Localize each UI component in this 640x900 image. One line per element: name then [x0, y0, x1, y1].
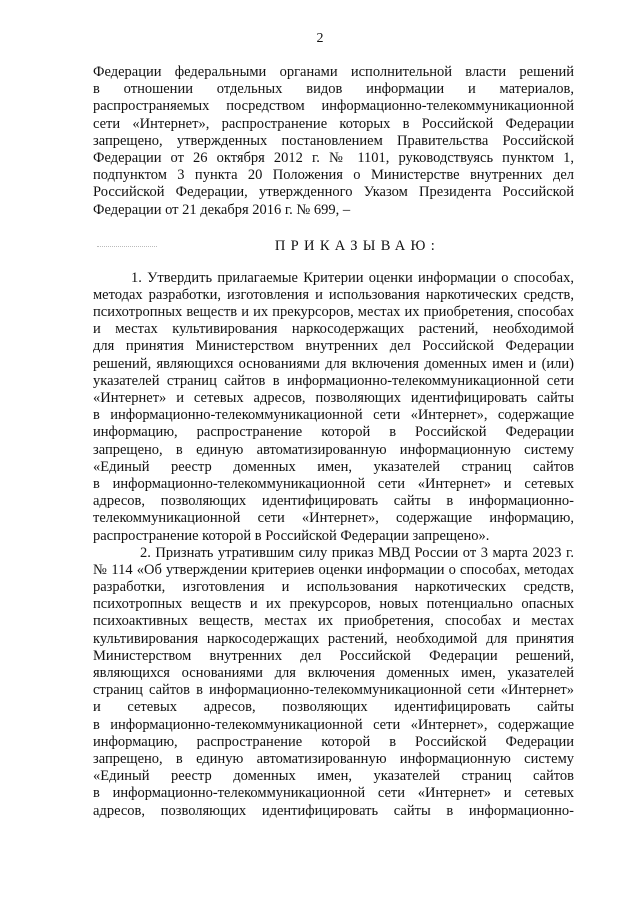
text-line: разработки, изготовления и использования наркотических средств, — [93, 579, 574, 596]
text-line: информацию, распространение которой в Российской Федерации — [93, 733, 574, 750]
text-line: для принятия Министерством внутренних дел Российской Федерации — [93, 338, 574, 355]
document-body — [93, 64, 574, 820]
text-line: Федерации федеральными органами исполнительной власти решений — [93, 64, 574, 80]
text-line: распространяемых посредством информационно-телекоммуникационной — [93, 98, 574, 115]
text-line: психотропных веществ и их прекурсоров, новых потенциально опасных — [93, 596, 574, 613]
text-line: Российской Федерации, утвержденного Указом Президента Российской — [93, 184, 574, 201]
text-line: адресов, позволяющих идентифицировать сайты в информационно- — [93, 802, 574, 819]
text-line: «Единый реестр доменных имен, указателей страниц сайтов — [93, 768, 574, 785]
text-line: запрещено, в единую автоматизированную информационную систему — [93, 441, 574, 458]
text-line: являющихся основаниями для включения доменных имен, указателей — [93, 665, 574, 681]
text-line: страниц сайтов в информационно-телекоммуникационной сети «Интернет» — [93, 682, 574, 699]
text-line: Федерации от 21 декабря 2016 г. № 699, – — [93, 201, 351, 218]
text-line: и сетевых адресов, позволяющих идентифицировать сайты — [93, 699, 574, 716]
text-line: Федерации от 26 октября 2012 г. № 1101, руководствуясь пунктом 1, — [93, 149, 574, 166]
text-line: методах разработки, изготовления и использования наркотических средств, — [93, 286, 574, 303]
text-line: и местах культивирования наркосодержащих растений, необходимой — [93, 321, 574, 338]
text-line: подпунктом 3 пункта 20 Положения о Министерстве внутренних дел — [93, 167, 574, 184]
intro-paragraph — [93, 64, 574, 219]
text-line: в информационно-телекоммуникационной сети «Интернет» и сетевых — [93, 785, 574, 802]
page-number: 2 — [316, 31, 324, 46]
text-line: психоактивных веществ, местах их приобретения, способах и местах — [93, 613, 574, 630]
text-line: 1. Утвердить прилагаемые Критерии оценки информации о способах, — [131, 269, 574, 286]
text-line: в информационно-телекоммуникационной сети «Интернет», содержащие — [93, 407, 574, 424]
text-line: психотропных веществ и их прекурсоров, местах их приобретения, способах — [93, 304, 574, 321]
text-line: запрещено, в единую автоматизированную информационную систему — [93, 750, 574, 767]
text-line: № 114 «Об утверждении критериев оценки информации о способах, методах — [93, 561, 574, 578]
text-line: «Единый реестр доменных имен, указателей страниц сайтов — [93, 458, 574, 475]
order-heading: ПРИКАЗЫВАЮ: — [274, 237, 441, 254]
text-line: распространение которой в Российской Федерации запрещено». — [93, 527, 490, 544]
text-line: сети «Интернет», распространение которых в Российской Федерации — [93, 115, 574, 132]
text-line: в отношении отдельных видов информации и материалов, — [93, 81, 574, 98]
text-line: телекоммуникационной сети «Интернет», содержащие информацию, — [93, 510, 574, 527]
text-line: информацию, распространение которой в Российской Федерации — [93, 424, 574, 441]
text-line: в информационно-телекоммуникационной сети «Интернет», содержащие — [93, 716, 574, 733]
text-line: запрещено, утвержденных постановлением Правительства Российской — [93, 132, 574, 149]
text-line: культивирования наркосодержащих растений, необходимой для принятия — [93, 630, 574, 647]
item-1-paragraph — [93, 270, 574, 545]
text-line: «Интернет» и сетевых адресов, позволяющих идентифицировать сайты — [93, 390, 574, 406]
text-line: в информационно-телекоммуникационной сети «Интернет» и сетевых — [93, 475, 574, 492]
text-line: указателей страниц сайтов в информационно-телекоммуникационной сети — [93, 372, 574, 389]
text-line: Министерством внутренних дел Российской Федерации решений, — [93, 647, 574, 664]
text-line: адресов, позволяющих идентифицировать сайты в информационно- — [93, 493, 574, 510]
item-2-paragraph — [93, 545, 574, 820]
text-line: решений, являющихся основаниями для включения доменных имен и (или) — [93, 355, 574, 372]
text-line: 2. Признать утратившим силу приказ МВД России от 3 марта 2023 г. — [140, 544, 574, 561]
